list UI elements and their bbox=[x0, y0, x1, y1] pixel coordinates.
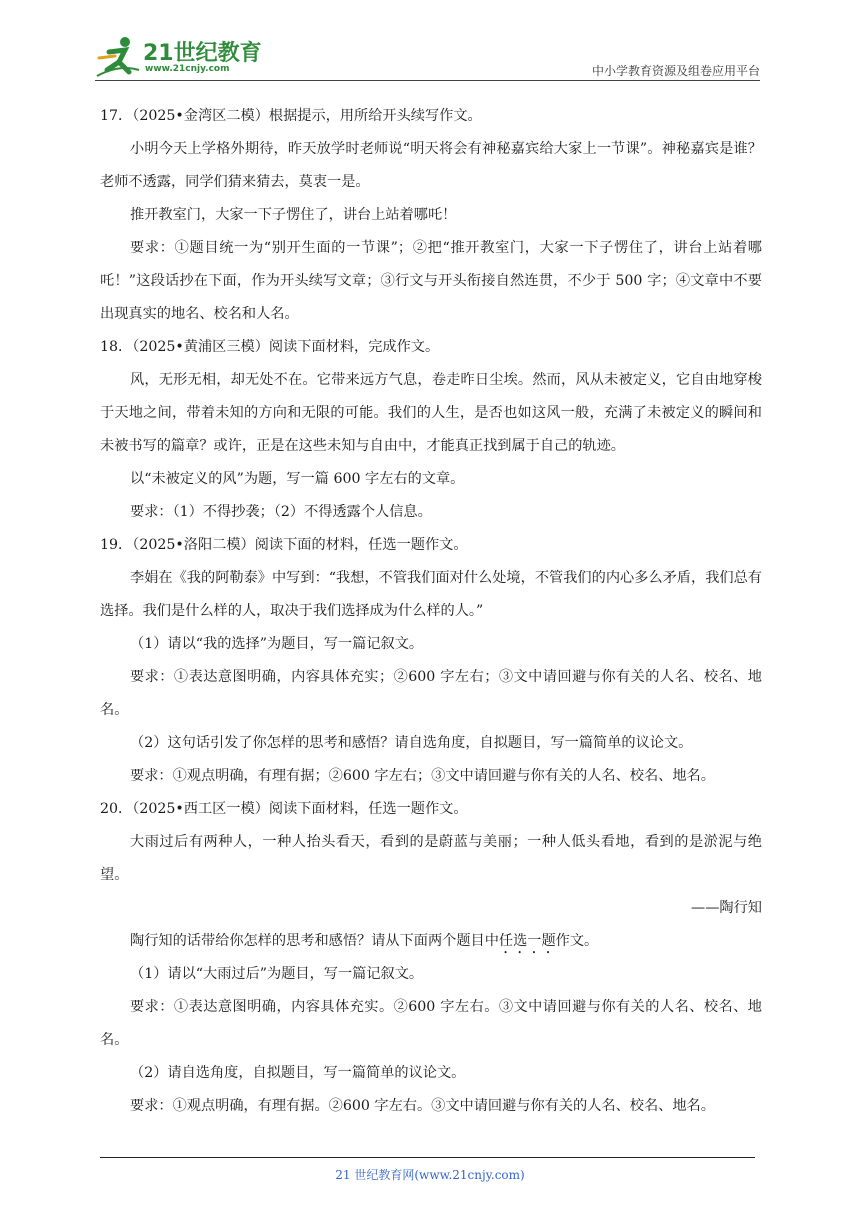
platform-name: 中小学教育资源及组卷应用平台 bbox=[591, 64, 760, 78]
question-20-option-2: （2）请自选角度，自拟题目，写一篇简单的议论文。 bbox=[130, 1065, 466, 1081]
question-17-material: 小明今天上学格外期待，昨天放学时老师说“明天将会有神秘嘉宾给大家上一节课”。神秘嘉宾是谁？老师不透露，同学们猜来猜去，莫衷一是。 bbox=[100, 141, 762, 190]
question-19-option-2-requirements: 要求：①观点明确，有理有据；②600 字左右；③文中请回避与你有关的人名、校名、地名。 bbox=[130, 768, 715, 784]
question-18-head: 18．（2025•黄浦区三模）阅读下面材料，完成作文。 bbox=[100, 339, 440, 355]
logo-text: 21世纪教育 bbox=[143, 41, 262, 66]
question-18-task: 以“未被定义的风”为题，写一篇 600 字左右的文章。 bbox=[130, 471, 465, 487]
question-18-requirements: 要求：（1）不得抄袭；（2）不得透露个人信息。 bbox=[130, 504, 432, 520]
question-20-prompt bbox=[100, 925, 762, 958]
header-divider bbox=[95, 80, 760, 81]
question-20-material: 大雨过后有两种人，一种人抬头看天，看到的是蔚蓝与美丽；一种人低头看地，看到的是淤泥与绝望。 bbox=[100, 834, 762, 883]
question-content bbox=[100, 100, 762, 1123]
question-17-requirements: 要求：①题目统一为“别开生面的一节课”；②把“推开教室门，大家一下子愣住了，讲台上站着哪吒！”这段话抄在下面，作为开头续写文章；③行文与开头衔接自然连贯，不少于 500 字；④文章中不要出现真实的地名、校名和人名。 bbox=[100, 240, 762, 322]
question-20-attribution: ——陶行知 bbox=[691, 900, 762, 916]
question-19-option-1-requirements: 要求：①表达意图明确，内容具体充实；②600 字左右；③文中请回避与你有关的人名、校名、地名。 bbox=[100, 669, 762, 718]
question-17-head: 17．（2025•金湾区二模）根据提示，用所给开头续写作文。 bbox=[100, 108, 482, 124]
page-header bbox=[95, 30, 760, 82]
question-18-material: 风，无形无相，却无处不在。它带来远方气息，卷走昨日尘埃。然而，风从未被定义，它自由地穿梭于天地之间，带着未知的方向和无限的可能。我们的人生，是否也如这风一般，充满了未被定义的瞬间和未被书写的篇章？或许，正是在这些未知与自由中，才能真正找到属于自己的轨迹。 bbox=[100, 372, 762, 454]
question-20-option-1-requirements: 要求：①表达意图明确，内容具体充实。②600 字左右。③文中请回避与你有关的人名、校名、地名。 bbox=[100, 999, 762, 1048]
question-19-material: 李娟在《我的阿勒泰》中写到：“我想，不管我们面对什么处境，不管我们的内心多么矛盾，我们总有选择。我们是什么样的人，取决于我们选择成为什么样的人。” bbox=[100, 570, 762, 619]
question-20-option-2-requirements: 要求：①观点明确，有理有据。②600 字左右。③文中请回避与你有关的人名、校名、地名。 bbox=[130, 1098, 715, 1114]
emphasis-text: 任选一题 bbox=[498, 933, 556, 949]
question-19-option-2: （2）这句话引发了你怎样的思考和感悟？请自选角度，自拟题目，写一篇简单的议论文。 bbox=[130, 735, 693, 751]
question-20-head: 20．（2025•西工区一模）阅读下面材料，任选一题作文。 bbox=[100, 801, 468, 817]
prompt-text-after: 作文。 bbox=[555, 933, 599, 949]
page-footer[interactable]: 21 世纪教育网(www.21cnjy.com) bbox=[335, 1168, 525, 1182]
question-20-option-1: （1）请以“大雨过后”为题目，写一篇记叙文。 bbox=[130, 966, 424, 982]
footer-divider bbox=[100, 1157, 755, 1158]
question-19-head: 19．（2025•洛阳二模）阅读下面的材料，任选一题作文。 bbox=[100, 537, 468, 553]
logo-url: www.21cnjy.com bbox=[145, 64, 230, 74]
site-logo bbox=[95, 34, 265, 78]
question-19-option-1: （1）请以“我的选择”为题目，写一篇记叙文。 bbox=[130, 636, 424, 652]
prompt-text-before: 陶行知的话带给你怎样的思考和感悟？请从下面两个题目中 bbox=[130, 933, 499, 949]
runner-logo-icon bbox=[95, 34, 141, 78]
question-17-opening: 推开教室门，大家一下子愣住了，讲台上站着哪吒！ bbox=[130, 207, 457, 223]
